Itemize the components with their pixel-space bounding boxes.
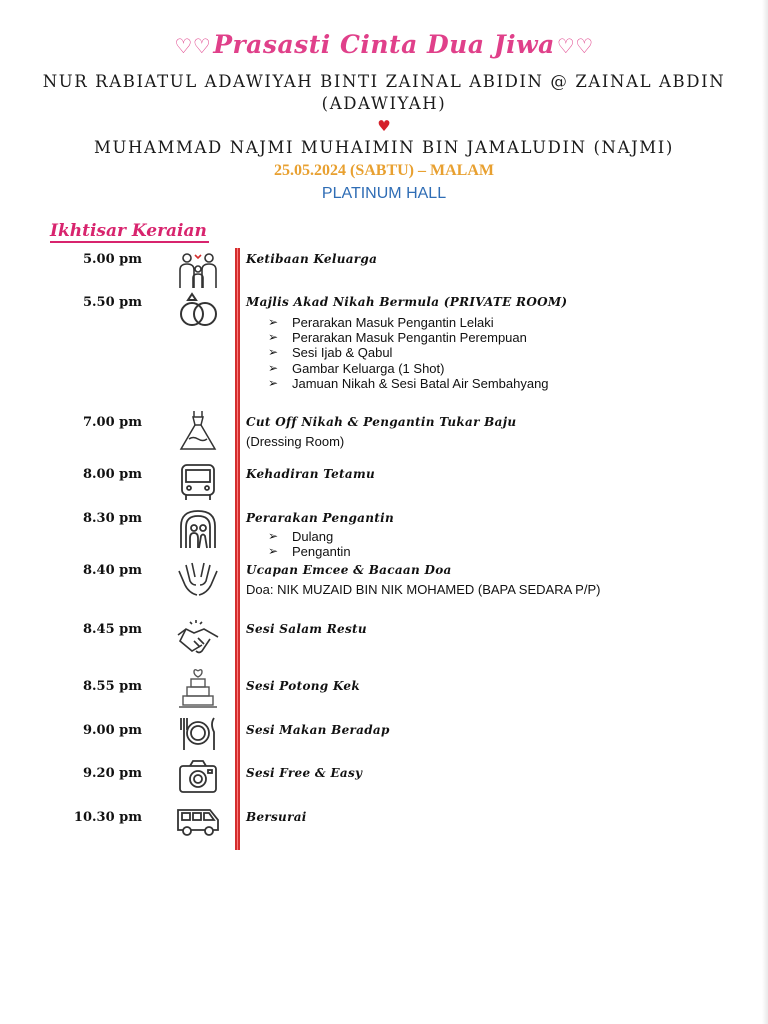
list-item: ➢ Sesi Ijab & Qabul [268,345,549,360]
hearts-icon: ♡♡ [174,34,212,58]
schedule-time: 5.00 pm [82,252,142,267]
section-title: Ikhtisar Keraian [50,221,207,241]
wedding-dress-icon [175,409,221,451]
bride-nickname: (ADAWIYAH) [321,94,447,113]
family-icon [175,250,221,292]
banner-title [0,30,768,59]
plate-cutlery-icon [175,712,221,754]
list-item: ➢ Perarakan Masuk Pengantin Lelaki [268,315,549,330]
praying-hands-icon [175,559,221,601]
schedule-event: Sesi Potong Kek [246,679,360,693]
schedule-event: Sesi Free & Easy [246,766,363,780]
van-icon [175,800,221,842]
list-item: ➢ Pengantin [268,544,351,559]
sub-item-list [268,529,351,559]
event-venue: PLATINUM HALL [321,185,447,202]
schedule-time: 5.50 pm [82,295,142,310]
list-item: ➢ Perarakan Masuk Pengantin Perempuan [268,330,549,345]
groom-name: MUHAMMAD NAJMI MUHAIMIN BIN JAMALUDIN (NAJMI) [94,138,674,157]
schedule-time: 8.40 pm [82,563,142,578]
schedule-note: (Dressing Room) [246,434,345,449]
hearts-icon: ♡♡ [556,34,594,58]
schedule-event: Perarakan Pengantin [246,511,395,525]
schedule-event: Cut Off Nikah & Pengantin Tukar Baju [246,415,517,429]
schedule-time: 7.00 pm [82,415,142,430]
bus-icon [175,461,221,503]
cake-icon [175,667,221,709]
schedule-time: 9.20 pm [82,766,142,781]
bride-name: NUR RABIATUL ADAWIYAH BINTI ZAINAL ABIDIN @ ZAINAL ABDIN [42,72,726,91]
schedule-time: 8.00 pm [82,467,142,482]
handshake-icon [175,617,221,659]
schedule-event: Kehadiran Tetamu [246,467,375,481]
banner-text: Prasasti Cinta Dua Jiwa [213,30,555,59]
schedule-event: Ketibaan Keluarga [246,252,378,266]
list-item: ➢ Gambar Keluarga (1 Shot) [268,361,549,376]
rings-icon [175,289,221,331]
sub-item-list [268,315,549,391]
schedule-time: 8.55 pm [82,679,142,694]
schedule-note: Doa: NIK MUZAID BIN NIK MOHAMED (BAPA SEDARA P/P) [246,582,601,597]
schedule-event: Bersurai [246,810,307,824]
timeline-divider [235,248,240,850]
schedule-event: Sesi Salam Restu [246,622,367,636]
list-item: ➢ Jamuan Nikah & Sesi Batal Air Sembahyang [268,376,549,391]
schedule-event: Sesi Makan Beradap [246,723,390,737]
heart-icon: ♥ [377,117,391,135]
schedule-time: 8.45 pm [82,622,142,637]
schedule-event: Majlis Akad Nikah Bermula (PRIVATE ROOM) [246,295,568,309]
event-date: 25.05.2024 (SABTU) – MALAM [274,162,494,179]
couple-arch-icon [175,508,221,550]
camera-icon [175,754,221,796]
schedule-time: 9.00 pm [82,723,142,738]
list-item: ➢ Dulang [268,529,351,544]
schedule-time: 10.30 pm [73,810,142,825]
schedule-time: 8.30 pm [82,511,142,526]
schedule-event: Ucapan Emcee & Bacaan Doa [246,563,452,577]
